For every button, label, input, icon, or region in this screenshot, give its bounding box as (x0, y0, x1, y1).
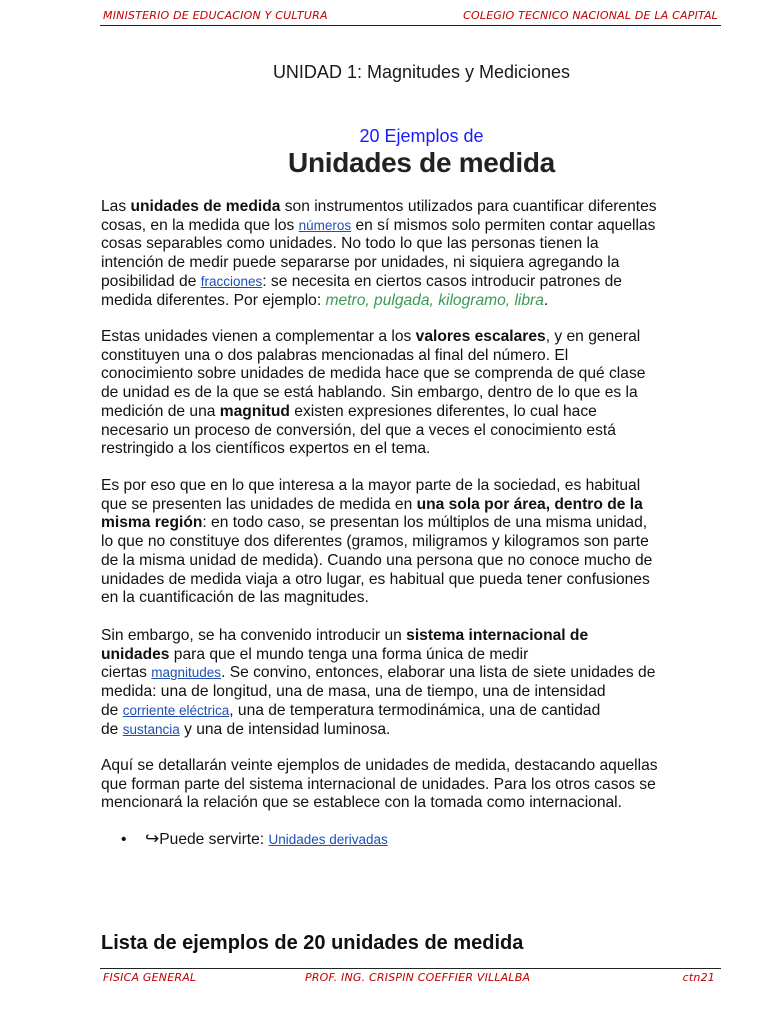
link-unidades-derivadas[interactable]: Unidades derivadas (268, 832, 388, 847)
paragraph-5: Aquí se detallarán veinte ejemplos de unidades de medida, destacando aquellas que forman parte del sistema internacional de unidades. Para los otros casos se mencionará la relación que se establece con la tomada como internacional. (101, 757, 658, 812)
page-footer (100, 968, 721, 987)
example-units: metro, pulgada, kilogramo, libra (325, 291, 544, 309)
see-also-label: Puede servirte: (159, 831, 269, 848)
footer-code: ctn21 (682, 971, 715, 984)
bullet-dot: • (121, 831, 127, 848)
link-magnitudes[interactable]: magnitudes (151, 665, 222, 681)
header-school: COLEGIO TECNICO NACIONAL DE LA CAPITAL (463, 9, 718, 22)
list-heading: Lista de ejemplos de 20 unidades de medida (101, 932, 524, 954)
unit-title: UNIDAD 1: Magnitudes y Mediciones (272, 62, 571, 82)
footer-course: FISICA GENERAL (103, 971, 197, 984)
page-header (100, 8, 721, 26)
link-sustancia[interactable]: sustancia (122, 721, 180, 737)
main-title: Unidades de medida (288, 147, 555, 178)
arrow-icon: ↪ (145, 829, 160, 848)
see-also-item (121, 829, 388, 849)
link-numeros[interactable]: números (298, 217, 352, 233)
paragraph-4: Sin embargo, se ha convenido introducir un sistema internacional de unidades para que el mundo tenga una forma única de medir ciertas magnitudes. Se convino, entonces, elaborar una lista de siete unidades de medida: una de longitud, una de masa, una de tiempo, una de intensidad de corriente eléctrica, una de temperatura termodinámica, una de cantidad de sustancia y una de intensidad luminosa. (101, 627, 656, 738)
link-fracciones[interactable]: fracciones (200, 273, 263, 289)
footer-professor: PROF. ING. CRISPIN COEFFIER VILLALBA (305, 971, 531, 984)
header-ministry: MINISTERIO DE EDUCACION Y CULTURA (103, 9, 328, 22)
subtitle: 20 Ejemplos de (359, 126, 484, 146)
link-corriente-electrica[interactable]: corriente eléctrica (122, 702, 230, 718)
paragraph-2: Estas unidades vienen a complementar a los valores escalares, y en general constituyen una o dos palabras mencionadas al final del número. El conocimiento sobre unidades de medida hace que se comprenda de qué clase de unidad es de la que se está hablando. Sin embargo, dentro de lo que es la medición de una magnitud existen expresiones diferentes, lo cual hace necesario un proceso de conversión, del que a veces el conocimiento está restringido a los científicos expertos en el tema. (101, 328, 646, 458)
paragraph-1: Las unidades de medida son instrumentos utilizados para cuantificar diferentes cosas, en la medida que los números en sí mismos solo permiten contar aquellas cosas separables como unidades. No todo lo que las personas tienen la intención de medir puede separarse por unidades, ni siquiera agregando la posibilidad de fracciones: se necesita en ciertos casos introducir patrones de medida diferentes. Por ejemplo: metro, pulgada, kilogramo, libra. (101, 198, 657, 309)
paragraph-3: Es por eso que en lo que interesa a la mayor parte de la sociedad, es habitual que se presenten las unidades de medida en una sola por área, dentro de la misma región: en todo caso, se presentan los múltiplos de una misma unidad, lo que no constituye dos diferentes (gramos, miligramos y kilogramos son parte de la misma unidad de medida). Cuando una persona que no conoce mucho de unidades de medida viaja a otro lugar, es habitual que pueda tener confusiones en la cuantificación de las magnitudes. (101, 477, 653, 607)
